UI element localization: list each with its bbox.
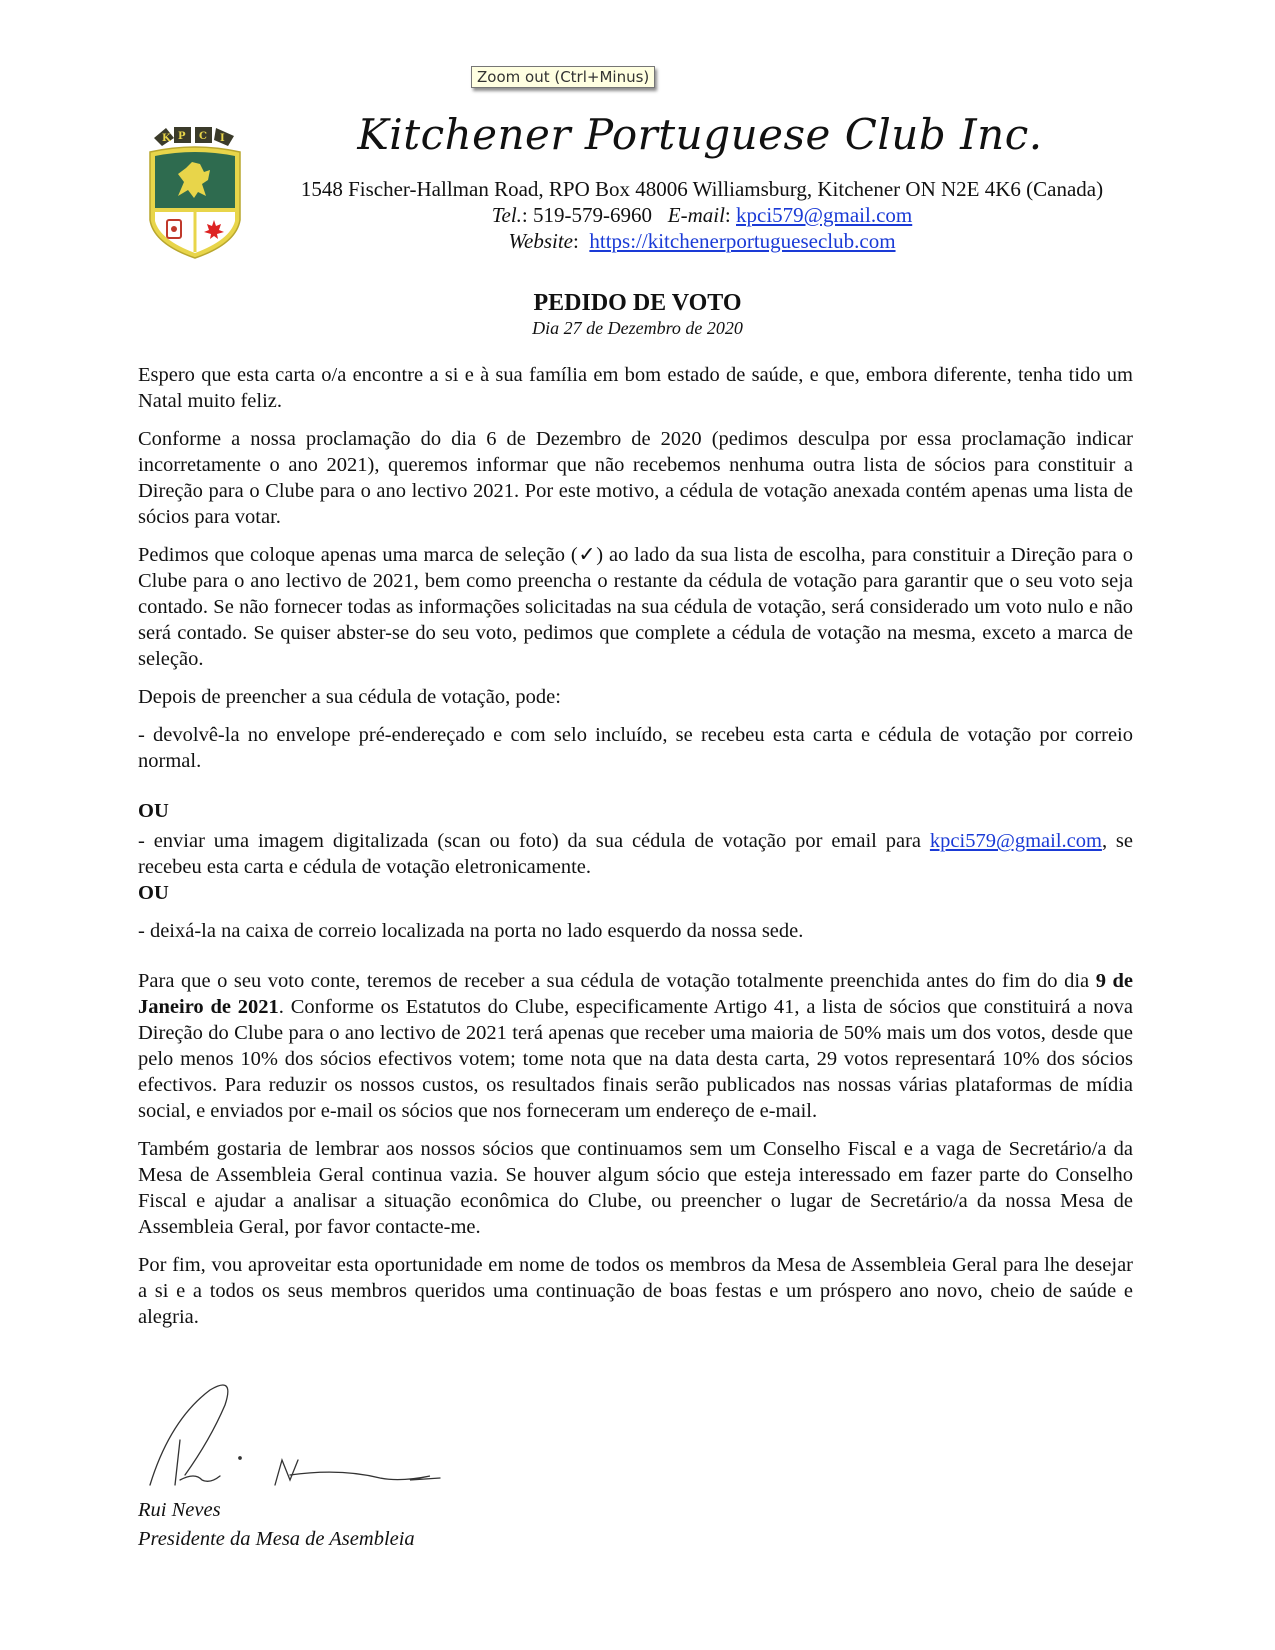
- paragraph-vacancies: Também gostaria de lembrar aos nossos sócios que continuamos sem um Conselho Fiscal e a vaga de Secretário/a da Mesa de Assembleia Geral continua vazia. Se houver algum sócio que esteja interessado em fazer parte do Conselho Fiscal e ajudar a analisar a situação econômica do Clube, ou preencher o lugar de Secretário/a da nossa Mesa de Assembleia Geral, por favor contacte-me.: [138, 1138, 1133, 1238]
- letterhead-contact: [252, 176, 1152, 254]
- option-mail: - devolvê-la no envelope pré-endereçado e com selo incluído, se recebeu esta carta e cédula de votação por correio normal.: [138, 724, 1133, 772]
- option-email-link[interactable]: kpci579@gmail.com: [929, 830, 1102, 852]
- email-label: E-mail: [667, 203, 725, 227]
- website-label: Website: [508, 229, 574, 253]
- option-dropbox: - deixá-la na caixa de correio localizada na porta no lado esquerdo da nossa sede.: [138, 920, 804, 942]
- address-line: 1548 Fischer-Hallman Road, RPO Box 48006 Williamsburg, Kitchener ON N2E 4K6 (Canada): [300, 177, 1104, 201]
- signatory: [138, 1496, 415, 1554]
- email-link[interactable]: kpci579@gmail.com: [736, 203, 913, 227]
- deadline-pre: Para que o seu voto conte, teremos de receber a sua cédula de votação totalmente preenchida antes do fim do dia: [138, 970, 1096, 992]
- handwritten-signature-icon: [140, 1380, 460, 1490]
- document-title: PEDIDO DE VOTO: [533, 290, 742, 316]
- option-email: [138, 828, 1133, 880]
- or-separator: OU: [138, 800, 169, 822]
- deadline-post: . Conforme os Estatutos do Clube, especificamente Artigo 41, a lista de sócios que constituirá a nova Direção do Clube para o ano lectivo de 2021 terá apenas que receber uma maioria de 50% mais um dos votos, desde que pelo menos 10% dos sócios efectivos votem; tome nota que na data desta carta, 29 votos representará 10% dos sócios efectivos. Para reduzir os nossos custos, os resultados finais serão publicados nas nossas várias plataformas de mídia social, e enviados por e-mail os sócios que nos forneceram um endereço de e-mail.: [138, 996, 1133, 1122]
- crest-logo-icon: [148, 124, 242, 262]
- svg-text:P: P: [178, 131, 186, 142]
- zoom-out-tooltip: Zoom out (Ctrl+Minus): [471, 66, 655, 88]
- option-email-post: , se recebeu esta carta e cédula de votação eletronicamente.: [138, 830, 1134, 878]
- or-separator: OU: [138, 882, 169, 904]
- paragraph-closing: Por fim, vou aproveitar esta oportunidade em nome de todos os membros da Mesa de Assembleia Geral para lhe desejar a si e a todos os seus membros queridos uma continuação de boas festas e um próspero ano novo, cheio de saúde e alegria.: [138, 1254, 1133, 1328]
- document-date: Dia 27 de Dezembro de 2020: [532, 318, 743, 338]
- logo-letter-blocks: [154, 127, 234, 146]
- deadline-date: 9 de Janeiro de 2021: [138, 970, 1134, 1018]
- contact-line: Tel.: 519-579-6960 E-mail: kpci579@gmail.com: [491, 203, 913, 227]
- letter-body: [138, 362, 1133, 1342]
- paragraph-greeting: Espero que esta carta o/a encontre a si e à sua família em bom estado de saúde, e que, embora diferente, tenha tido um Natal muito feliz.: [138, 364, 1133, 412]
- option-email-pre: - enviar uma imagem digitalizada (scan ou foto) da sua cédula de votação por email para: [138, 830, 930, 852]
- tel-value: : 519-579-6960: [521, 203, 652, 227]
- paragraph-proclamation: Conforme a nossa proclamação do dia 6 de Dezembro de 2020 (pedimos desculpa por essa proclamação indicar incorretamente o ano 2021), queremos informar que não recebemos nenhuma outra lista de sócios para constituir a Direção para o Clube para o ano lectivo 2021. Por este motivo, a cédula de votação anexada contém apenas uma lista de sócios para votar.: [138, 428, 1133, 528]
- paragraph-options-intro: Depois de preencher a sua cédula de votação, pode:: [138, 686, 561, 708]
- tel-label: Tel.: [491, 203, 522, 227]
- svg-text:I: I: [220, 133, 225, 144]
- svg-text:C: C: [199, 131, 207, 142]
- paragraph-deadline: [138, 968, 1133, 1124]
- website-line: Website: https://kitchenerportugueseclub.com: [508, 229, 896, 253]
- paragraph-instructions: Pedimos que coloque apenas uma marca de seleção (✓) ao lado da sua lista de escolha, para constituir a Direção para o Clube para o ano lectivo de 2021, bem como preencha o restante da cédula de votação para garantir que o seu voto seja contado. Se não fornecer todas as informações solicitadas na sua cédula de votação, será considerado um voto nulo e não será contado. Se quiser abster-se do seu voto, pedimos que complete a cédula de votação na mesma, exceto a marca de seleção.: [138, 544, 1133, 670]
- organization-name: Kitchener Portuguese Club Inc.: [357, 110, 1043, 159]
- svg-text:K: K: [162, 133, 171, 144]
- website-link[interactable]: https://kitchenerportugueseclub.com: [589, 229, 896, 253]
- signatory-name: Rui Neves: [138, 1499, 221, 1521]
- signatory-role: Presidente da Mesa de Asembleia: [138, 1528, 415, 1550]
